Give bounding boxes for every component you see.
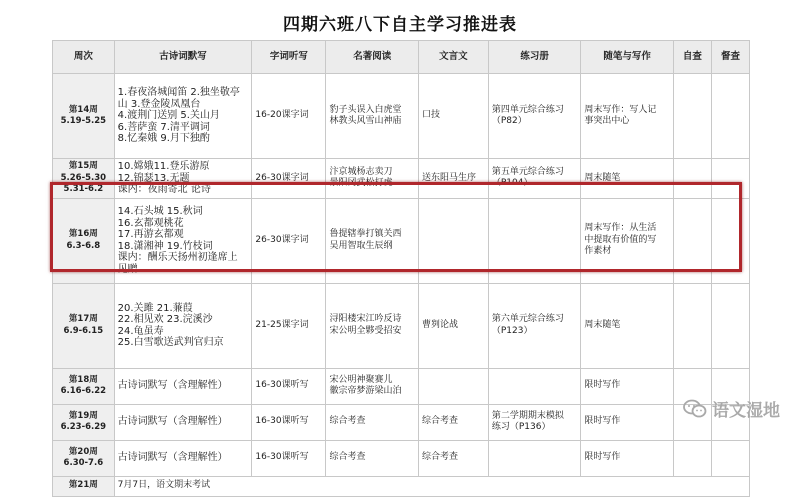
header-reading: 名著阅读 xyxy=(326,41,419,74)
supervise-cell xyxy=(711,74,749,159)
header-classical: 文言文 xyxy=(418,41,488,74)
dictation-cell: 16-30课听写 xyxy=(252,368,326,404)
reading-cell xyxy=(326,283,419,368)
reading-cell xyxy=(326,74,419,159)
poems-cell-line: 12.锦瑟13.无题 xyxy=(117,172,190,184)
poems-cell-line: 14.石头城 15.秋词 xyxy=(117,206,203,217)
week-cell-line: 第14周 xyxy=(68,104,98,115)
poems-cell-line: 25.白雪歌送武判官归京 xyxy=(117,337,224,348)
reading-cell-line: 豹子头误入白虎堂 xyxy=(329,104,402,115)
classical-cell: 综合考查 xyxy=(418,440,488,476)
poems-cell-line: 24.龟虽寿 xyxy=(117,325,164,337)
writing-cell-line: 周末写作：写人记 xyxy=(584,104,657,115)
header-week: 周次 xyxy=(53,41,115,74)
week-cell xyxy=(53,283,115,368)
study-plan-table xyxy=(52,40,750,497)
wechat-watermark xyxy=(683,396,780,421)
poems-cell xyxy=(114,368,252,404)
table-row xyxy=(53,198,750,283)
header-workbook: 练习册 xyxy=(488,41,581,74)
week-cell-line: 第16周 xyxy=(68,229,98,239)
dictation-cell: 26-30课字词 xyxy=(252,159,326,199)
week-cell: 第21周 xyxy=(53,476,115,496)
self-check-cell xyxy=(673,74,711,159)
wechat-icon xyxy=(683,399,707,419)
reading-cell-line: 浔阳楼宋江吟反诗 xyxy=(329,314,402,324)
week-cell xyxy=(53,198,115,283)
self-check-cell xyxy=(673,198,711,283)
writing-cell-line: 事突出中心 xyxy=(584,116,630,126)
table-row xyxy=(53,368,750,404)
writing-cell-line: 周末随笔 xyxy=(584,319,621,330)
poems-cell xyxy=(114,74,252,159)
reading-cell xyxy=(326,404,419,440)
workbook-cell-line: （P123） xyxy=(491,325,533,336)
workbook-cell xyxy=(488,368,581,404)
writing-cell-line: 限时写作 xyxy=(584,416,621,427)
poems-cell-line: 20.关雎 21.蒹葭 xyxy=(117,302,193,314)
week-cell-line: 5.31-6.2 xyxy=(63,184,104,194)
header-self-check: 自查 xyxy=(673,41,711,74)
week-cell-line: 5.26-5.30 xyxy=(60,172,107,183)
writing-cell xyxy=(581,368,674,404)
week-cell-line: 6.3-6.8 xyxy=(66,240,101,251)
classical-cell: 口技 xyxy=(418,74,488,159)
poems-cell xyxy=(114,198,252,283)
classical-cell: 曹刿论战 xyxy=(418,283,488,368)
writing-cell-line: 限时写作 xyxy=(584,380,621,391)
reading-cell xyxy=(326,159,419,199)
writing-cell-line: 周末随笔 xyxy=(584,172,621,183)
classical-cell xyxy=(418,368,488,404)
week-cell-line: 6.30-7.6 xyxy=(63,458,104,468)
self-check-cell xyxy=(673,283,711,368)
writing-cell xyxy=(581,404,674,440)
workbook-cell xyxy=(488,440,581,476)
workbook-cell-line: （P82） xyxy=(491,116,527,126)
reading-cell xyxy=(326,368,419,404)
week-cell-line: 6.16-6.22 xyxy=(60,386,107,396)
week-cell-line: 第19周 xyxy=(68,410,98,421)
dictation-cell: 26-30课字词 xyxy=(252,198,326,283)
workbook-cell xyxy=(488,283,581,368)
supervise-cell xyxy=(711,159,749,199)
workbook-cell-line: （P104） xyxy=(491,178,533,189)
header-writing: 随笔与写作 xyxy=(581,41,674,74)
final-exam-note: 7月7日，语文期末考试 xyxy=(114,476,749,496)
poems-cell-line: 10.嫦娥11.登乐游原 xyxy=(117,161,210,172)
reading-cell-line: 景阳冈武松打虎 xyxy=(329,178,393,189)
watermark-text: 语文湿地 xyxy=(712,401,780,421)
supervise-cell xyxy=(711,283,749,368)
classical-cell: 综合考查 xyxy=(418,404,488,440)
table-row xyxy=(53,74,750,159)
week-cell-line: 第18周 xyxy=(68,374,98,385)
poems-cell-line: 课内：酬乐天扬州初逢席上 xyxy=(117,252,238,263)
writing-cell xyxy=(581,159,674,199)
reading-cell-line: 吴用智取生辰纲 xyxy=(329,240,393,251)
workbook-cell-line: 第六单元综合练习 xyxy=(491,314,564,324)
poems-cell-line: 6.菩萨蛮 7.清平调词 xyxy=(117,121,210,133)
supervise-cell xyxy=(711,198,749,283)
page-title: 四期六班八下自主学习推进表 xyxy=(283,15,517,35)
reading-cell-line: 林教头风雪山神庙 xyxy=(329,116,402,126)
workbook-cell-line: 第四单元综合练习 xyxy=(491,104,564,115)
supervise-cell xyxy=(711,440,749,476)
dictation-cell: 16-30课听写 xyxy=(252,404,326,440)
reading-cell-line: 综合考查 xyxy=(329,416,366,427)
poems-cell xyxy=(114,440,252,476)
table-row xyxy=(53,159,750,199)
reading-cell xyxy=(326,440,419,476)
week-cell-line: 第17周 xyxy=(68,314,98,324)
reading-cell xyxy=(326,198,419,283)
self-check-cell xyxy=(673,440,711,476)
writing-cell-line: 作素材 xyxy=(584,246,612,257)
week-cell xyxy=(53,404,115,440)
reading-cell-line: 综合考查 xyxy=(329,452,366,463)
workbook-cell-line: 第五单元综合练习 xyxy=(491,166,564,177)
writing-cell xyxy=(581,440,674,476)
writing-cell-line: 限时写作 xyxy=(584,452,621,463)
reading-cell-line: 徽宗帝梦游梁山泊 xyxy=(329,386,402,396)
header-row xyxy=(53,41,750,74)
poems-cell-line: 8.忆秦娥 9.月下独酌 xyxy=(117,133,210,145)
self-check-cell xyxy=(673,159,711,199)
poems-cell-line: 4.渡荆门送别 5.关山月 xyxy=(117,110,220,122)
workbook-cell xyxy=(488,159,581,199)
writing-cell-line: 中提取有价值的写 xyxy=(584,234,657,245)
workbook-cell-line: 第二学期期末模拟 xyxy=(491,410,564,421)
reading-cell-line: 汴京城杨志卖刀 xyxy=(329,166,393,177)
table-row xyxy=(53,404,750,440)
poems-cell xyxy=(114,159,252,199)
week-cell-line: 6.23-6.29 xyxy=(60,422,107,432)
week-cell-line: 第20周 xyxy=(68,446,98,457)
reading-cell-line: 宋公明全夥受招安 xyxy=(329,325,402,336)
poems-cell-line: 1.春夜洛城闻笛 2.独坐敬亭 xyxy=(117,87,240,99)
poems-cell-line: 课内：夜雨寄北 论诗 xyxy=(117,184,211,195)
writing-cell-line: 周末写作：从生活 xyxy=(584,223,657,234)
writing-cell xyxy=(581,74,674,159)
classical-cell xyxy=(418,198,488,283)
poems-cell-line: 古诗词默写（含理解性） xyxy=(117,380,228,392)
week-cell-line: 6.9-6.15 xyxy=(63,325,104,336)
header-poems: 古诗词默写 xyxy=(114,41,252,74)
poems-cell xyxy=(114,404,252,440)
poems-cell xyxy=(114,283,252,368)
poems-cell-line: 17.再游玄都观 xyxy=(117,229,184,240)
week-cell-line: 5.19-5.25 xyxy=(60,116,107,126)
reading-cell-line: 鲁提辖拳打镇关西 xyxy=(329,229,402,239)
dictation-cell: 16-20课字词 xyxy=(252,74,326,159)
poems-cell-line: 山 3.登金陵凤凰台 xyxy=(117,98,201,110)
writing-cell xyxy=(581,198,674,283)
writing-cell xyxy=(581,283,674,368)
table-row xyxy=(53,283,750,368)
table-row xyxy=(53,440,750,476)
workbook-cell-line: 练习（P136） xyxy=(491,422,551,432)
dictation-cell: 16-30课听写 xyxy=(252,440,326,476)
week-cell xyxy=(53,368,115,404)
table-row-final xyxy=(53,476,750,496)
workbook-cell xyxy=(488,198,581,283)
poems-cell-line: 见赠 xyxy=(117,263,138,275)
dictation-cell: 21-25课字词 xyxy=(252,283,326,368)
week-cell-line: 第15周 xyxy=(68,161,98,171)
poems-cell-line: 22.相见欢 23.浣溪沙 xyxy=(117,314,213,325)
header-supervise: 督查 xyxy=(711,41,749,74)
week-cell xyxy=(53,440,115,476)
poems-cell-line: 18.潇湘神 19.竹枝词 xyxy=(117,240,213,252)
header-dictation: 字词听写 xyxy=(252,41,326,74)
classical-cell: 送东阳马生序 xyxy=(418,159,488,199)
reading-cell-line: 宋公明神聚赛儿 xyxy=(329,374,393,385)
poems-cell-line: 古诗词默写（含理解性） xyxy=(117,452,228,464)
week-cell xyxy=(53,74,115,159)
workbook-cell xyxy=(488,74,581,159)
week-cell xyxy=(53,159,115,199)
workbook-cell xyxy=(488,404,581,440)
poems-cell-line: 古诗词默写（含理解性） xyxy=(117,416,228,428)
poems-cell-line: 16.玄都观桃花 xyxy=(117,217,184,229)
